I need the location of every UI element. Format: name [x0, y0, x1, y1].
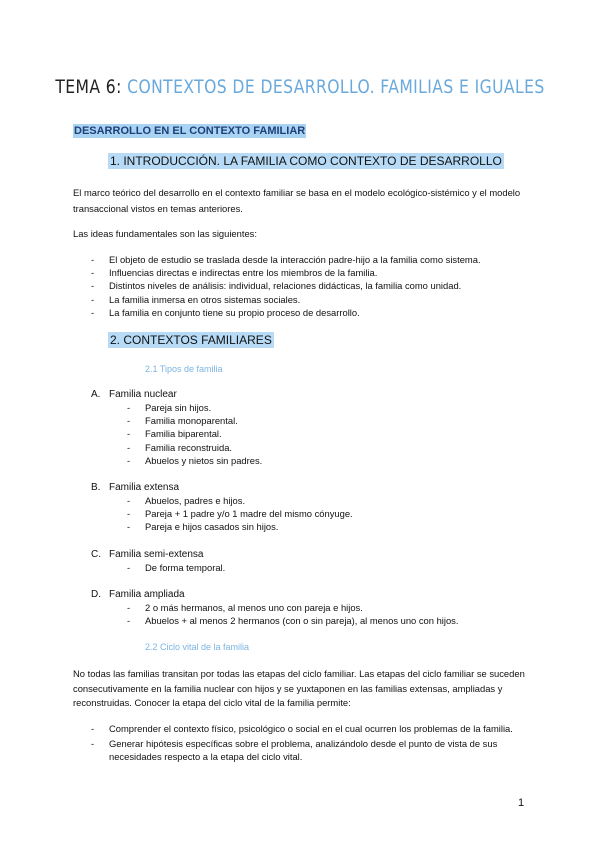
title-prefix: TEMA 6:	[55, 76, 122, 98]
list-item: - Abuelos y nietos sin padres.	[127, 454, 263, 466]
family-type-extensa: B. Familia extensa - Abuelos, padres e hijos. - Pareja + 1 padre y/o 1 madre del mismo cónyuge. - Pareja e hijos casados sin hijos.	[91, 482, 353, 533]
list-item: - 2 o más hermanos, al menos uno con pareja e hijos.	[127, 602, 363, 613]
list-item: - Generar hipótesis específicas sobre el problema, analizándolo desde el punto de vista de sus necesidades respecto a la etapa del ciclo vital.	[91, 737, 498, 762]
list-item: - Influencias directas e indirectas entre los miembros de la familia.	[91, 267, 378, 279]
list-item: - Familia monoparental.	[127, 415, 238, 427]
list-item: - La familia en conjunto tiene su propio proceso de desarrollo.	[91, 306, 360, 318]
list-item: - Abuelos + al menos 2 hermanos (con o sin pareja), al menos uno con hijos.	[127, 615, 459, 627]
list-item: - El objeto de estudio se traslada desde la interacción padre-hijo a la familia como sistema.	[91, 254, 481, 265]
list-item: - De forma temporal.	[127, 562, 226, 573]
ideas-list	[73, 253, 533, 319]
intro-paragraph: El marco teórico del desarrollo en el contexto familiar se basa en el modelo ecológico-sistémico y el modelo transaccional vistos en temas anteriores.	[73, 187, 521, 214]
cycle-paragraph: No todas las familias transitan por todas las etapas del ciclo familiar. Las etapas del ciclo familiar se suceden consecutivamente en la familia nuclear con hijos y se yuxtaponen en las familias extensas, ampliadas y reconstruidas. Conocer la etapa del ciclo vital de la familia permite:	[73, 668, 525, 708]
list-item: - Abuelos, padres e hijos.	[127, 495, 246, 506]
title-rest: CONTEXTOS DE DESARROLLO. FAMILIAS E IGUALES	[121, 76, 545, 98]
heading-contextos-familiares: 2. CONTEXTOS FAMILIARES	[110, 333, 272, 347]
page-number: 1	[518, 797, 525, 809]
list-item: - Pareja sin hijos.	[127, 402, 212, 413]
list-item: - Pareja + 1 padre y/o 1 madre del mismo cónyuge.	[127, 508, 353, 520]
family-type-ampliada: D. Familia ampliada - 2 o más hermanos, al menos uno con pareja e hijos. - Abuelos + al menos 2 hermanos (con o sin pareja), al menos uno con hijos.	[91, 589, 459, 627]
document-title	[54, 76, 546, 98]
family-type-semi-extensa: C. Familia semi-extensa - De forma temporal.	[91, 549, 226, 573]
list-item: - Familia biparental.	[127, 428, 222, 440]
cycle-list	[73, 722, 533, 764]
list-item: - Pareja e hijos casados sin hijos.	[127, 521, 279, 533]
heading-introduccion: 1. INTRODUCCIÓN. LA FAMILIA COMO CONTEXTO DE DESARROLLO	[110, 154, 502, 168]
list-item: - Distintos niveles de análisis: individual, relaciones didácticas, la familia como unidad.	[91, 280, 462, 292]
list-item: - Familia reconstruida.	[127, 441, 233, 453]
section-label: DESARROLLO EN EL CONTEXTO FAMILIAR	[74, 125, 306, 137]
subheading-ciclo-vital: 2.2 Ciclo vital de la familia	[145, 642, 250, 652]
family-type-nuclear: A. Familia nuclear - Pareja sin hijos. - Familia monoparental. - Familia biparental. - Familia reconstruida. - Abuelos y nietos sin padres.	[91, 389, 263, 466]
list-item: - Comprender el contexto físico, psicológico o social en el cual ocurren los problemas de la familia.	[91, 723, 513, 734]
subheading-tipos-familia: 2.1 Tipos de familia	[145, 364, 223, 374]
list-item: - La familia inmersa en otros sistemas sociales.	[91, 293, 301, 305]
ideas-intro: Las ideas fundamentales son las siguientes:	[73, 228, 257, 239]
